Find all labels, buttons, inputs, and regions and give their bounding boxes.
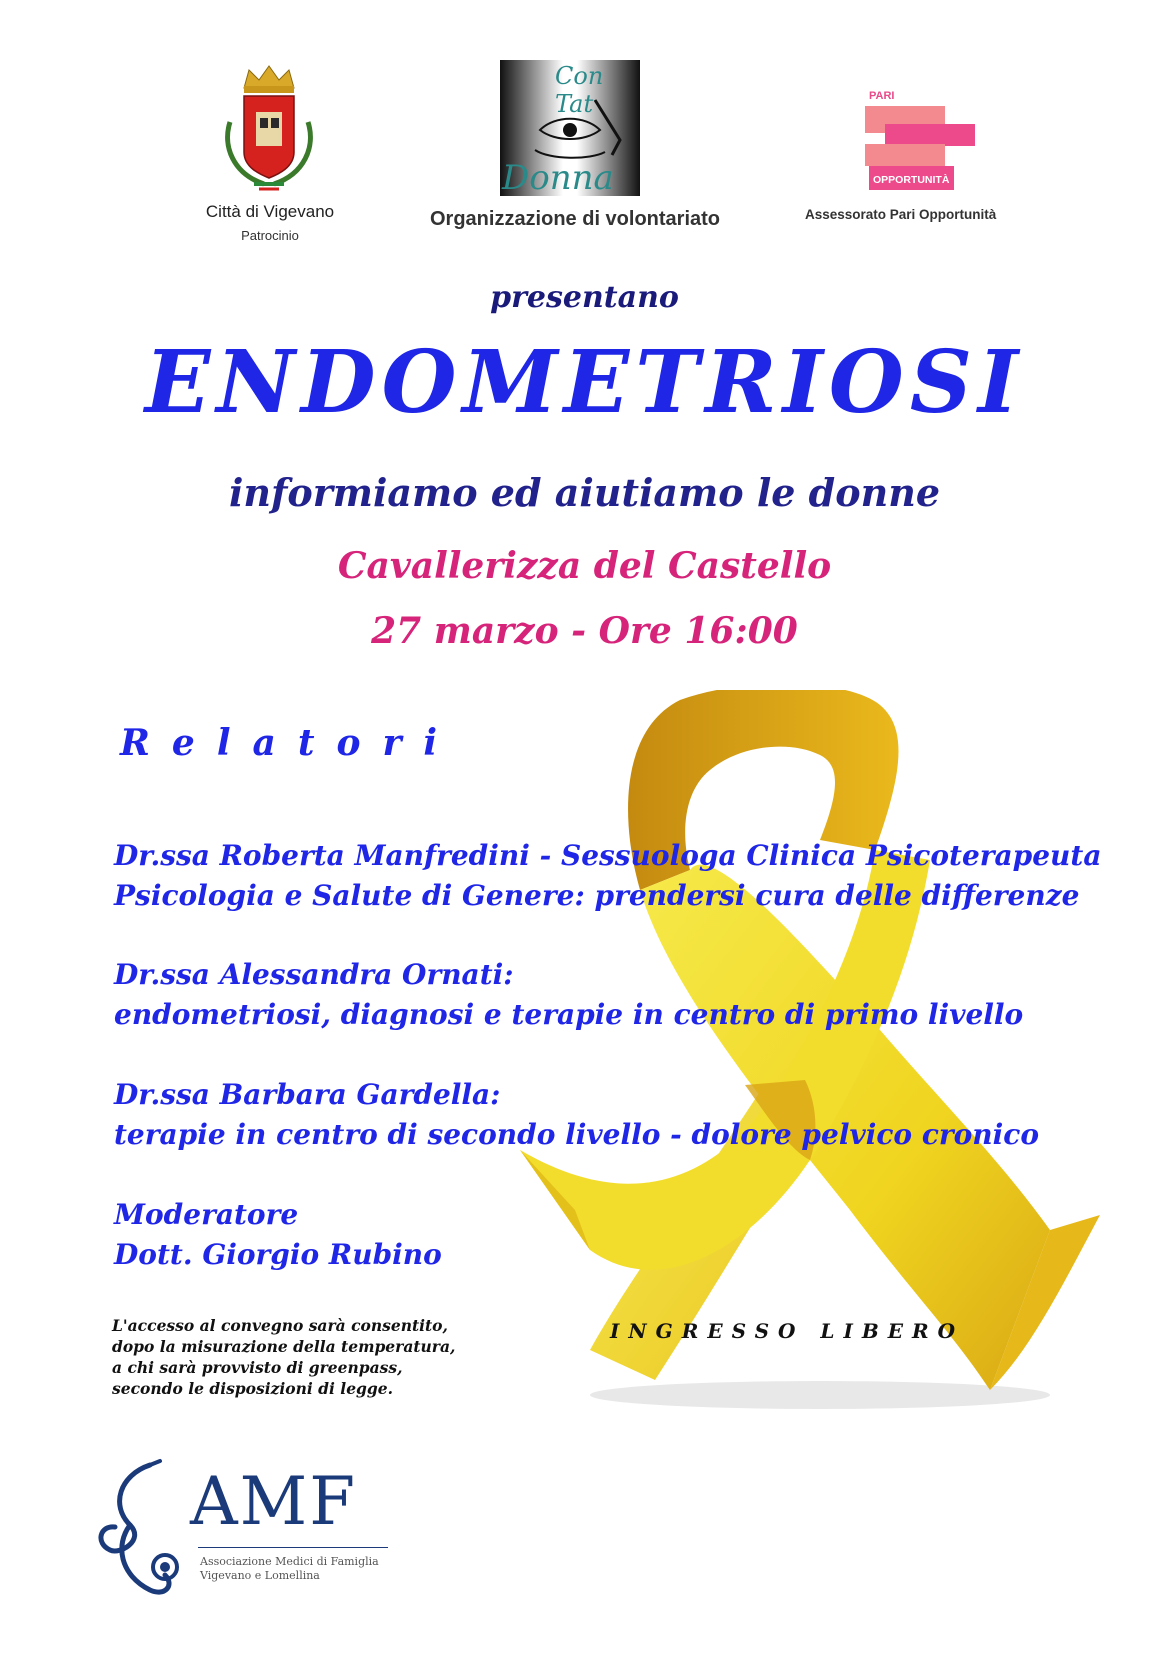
speaker-name: Dr.ssa Barbara Gardella:: [114, 1078, 501, 1111]
speaker-item: [114, 955, 1023, 1035]
vigevano-sub: Patrocinio: [241, 228, 299, 243]
pari-top-text: PARI: [869, 90, 895, 102]
amf-logo: [90, 1455, 410, 1610]
amf-acronym: AMF: [190, 1463, 358, 1540]
contatto-logo-image: [500, 60, 640, 196]
access-note-line: a chi sarà provvisto di greenpass,: [112, 1358, 403, 1377]
moderator-name: Dott. Giorgio Rubino: [114, 1238, 442, 1271]
pari-bar-4: [869, 166, 954, 190]
amf-divider: [198, 1547, 388, 1548]
vigevano-coat-of-arms-icon: [214, 62, 324, 194]
contatto-caption: Organizzazione di volontariato: [429, 208, 721, 230]
vigevano-logo: [196, 62, 376, 262]
subtitle: informiamo ed aiutiamo le donne: [228, 470, 941, 515]
pari-caption: Assessorato Pari Opportunità: [805, 207, 997, 222]
stethoscope-icon: [90, 1455, 200, 1605]
ingresso-libero: INGRESSO LIBERO: [610, 1319, 965, 1343]
access-note-line: dopo la misurazione della temperatura,: [112, 1337, 456, 1356]
contatto-donna-logo: [425, 60, 795, 250]
speaker-topic: endometriosi, diagnosi e terapie in centro di primo livello: [114, 998, 1024, 1031]
vigevano-caption: Città di Vigevano: [205, 202, 335, 221]
page-title: ENDOMETRIOSI: [144, 332, 1025, 433]
speaker-topic: Psicologia e Salute di Genere: prendersi cura delle differenze: [114, 879, 1080, 912]
speaker-name: Dr.ssa Roberta Manfredini - Sessuologa Clinica Psicoterapeuta: [114, 839, 1102, 872]
pari-opportunita-logo: [805, 90, 1055, 240]
speaker-item: [114, 836, 1102, 916]
contatto-brand-top: Con Tat: [555, 62, 604, 118]
event-datetime: 27 marzo - Ore 16:00: [371, 610, 798, 652]
access-note-line: L'accesso al convegno sarà consentito,: [112, 1316, 448, 1335]
access-note: [112, 1315, 455, 1399]
event-venue: Cavallerizza del Castello: [337, 545, 832, 587]
pari-bar-2: [885, 124, 975, 146]
speaker-name: Dr.ssa Alessandra Ornati:: [114, 958, 514, 991]
presentano-text: presentano: [490, 280, 679, 315]
speaker-item: [114, 1075, 1039, 1155]
access-note-line: secondo le disposizioni di legge.: [112, 1379, 393, 1398]
amf-line2: Vigevano e Lomellina: [200, 1569, 320, 1582]
pari-bar-3: [865, 144, 945, 166]
moderator-block: [114, 1195, 442, 1275]
yellow-ribbon-icon: [520, 690, 1100, 1420]
relatori-heading: Relatori: [120, 722, 460, 764]
amf-line1: Associazione Medici di Famiglia: [200, 1555, 379, 1568]
speaker-topic: terapie in centro di secondo livello - dolore pelvico cronico: [114, 1118, 1040, 1151]
pari-bottom-text: OPPORTUNITÀ: [873, 174, 950, 186]
moderator-label: Moderatore: [114, 1198, 299, 1231]
contatto-brand-bottom: Donna: [502, 158, 614, 198]
